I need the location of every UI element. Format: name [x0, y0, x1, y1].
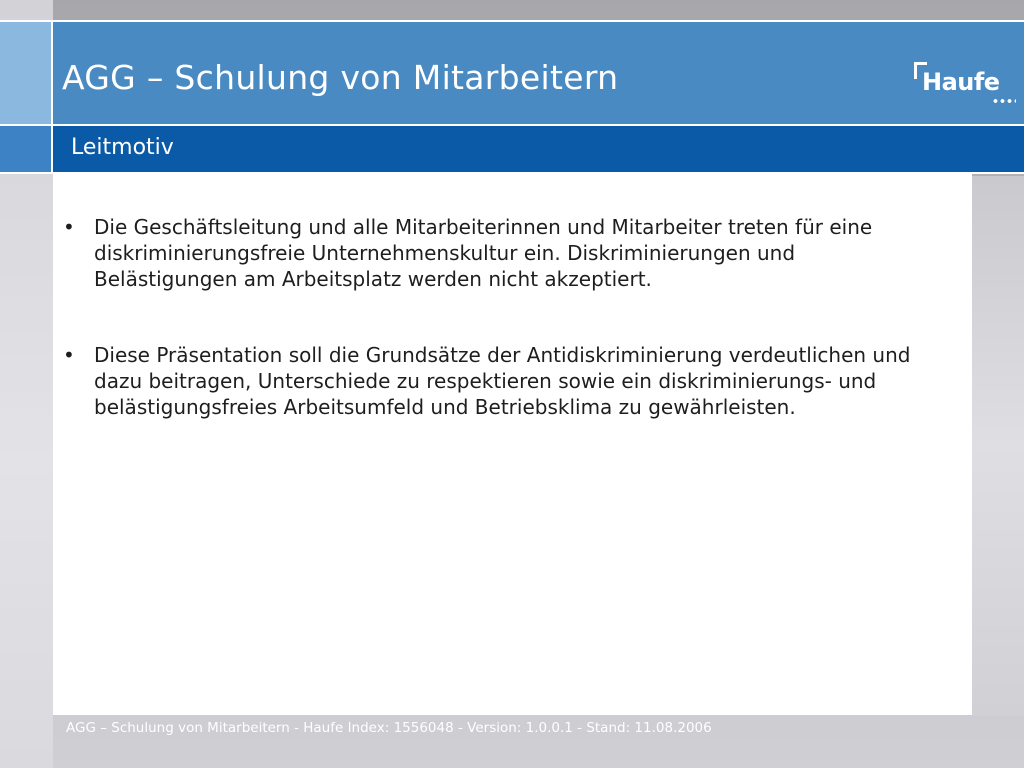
header-left-block: [0, 22, 53, 124]
bullet-text: Die Geschäftsleitung und alle Mitarbeiterinnen und Mitarbeiter treten für eine diskriminierungsfreie Unternehmenskultur ein. Diskriminierungen und Belästigungen am Arbeitsplatz werden nicht akzeptiert.: [94, 215, 873, 291]
slide-content: [53, 174, 972, 715]
header-band: [0, 20, 1024, 126]
logo-dots-icon: [992, 98, 1016, 104]
section-title: Leitmotiv: [71, 135, 174, 160]
slide-footer: AGG – Schulung von Mitarbeitern - Haufe Index: 1556048 - Version: 1.0.0.1 - Stand: 11.08.2006: [66, 720, 712, 736]
bullet-item: [63, 342, 933, 420]
section-band: [0, 126, 1024, 174]
right-decorative-strip: [972, 176, 1024, 716]
bullet-icon: •: [63, 215, 75, 239]
bullet-text: Diese Präsentation soll die Grundsätze der Antidiskriminierung verdeutlichen und dazu beitragen, Unterschiede zu respektieren sowie ein diskriminierungs- und belästigungsfreies Arbeitsumfeld und Betriebsklima zu gewährleisten.: [94, 343, 911, 419]
logo-text: Haufe: [922, 68, 1000, 96]
slide-title: AGG – Schulung von Mitarbeitern: [62, 58, 619, 97]
bullet-icon: •: [63, 343, 75, 367]
haufe-logo: [914, 62, 1014, 122]
bullet-item: [63, 214, 933, 292]
section-left-block: [0, 126, 53, 172]
